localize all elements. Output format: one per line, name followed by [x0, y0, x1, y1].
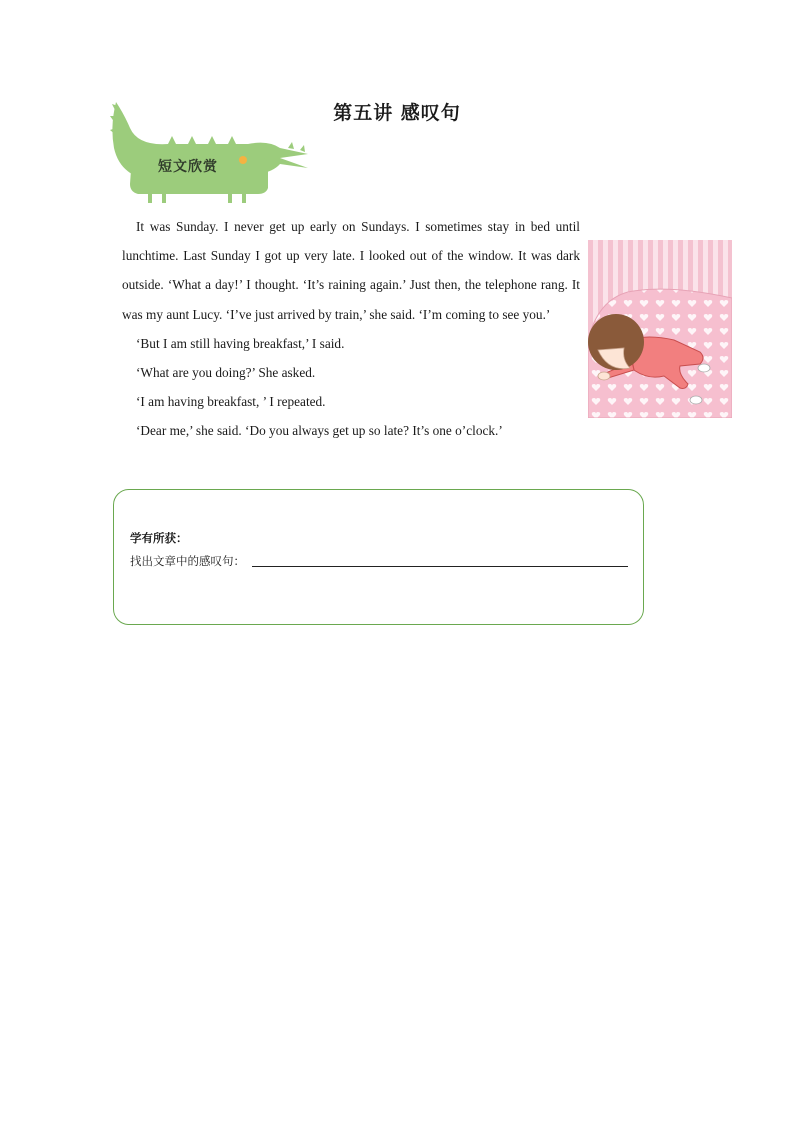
page-title: 第五讲 感叹句 — [333, 102, 461, 124]
sleeping-girl-illustration — [588, 240, 732, 418]
crocodile-badge-icon — [108, 96, 313, 206]
story-paragraph: ‘Dear me,’ she said. ‘Do you always get up so late? It’s one o’clock.’ — [136, 423, 503, 439]
section-badge-label: 短文欣赏 — [158, 159, 218, 175]
notes-prompt: 找出文章中的感叹句： — [130, 554, 245, 568]
story-text — [122, 212, 580, 446]
answer-blank-line[interactable] — [252, 566, 628, 567]
story-paragraph: ‘What are you doing?’ She asked. — [136, 365, 316, 381]
story-paragraph: It was Sunday. I never get up early on Sundays. I sometimes stay in bed until lunchtime. Last Sunday I got up very late. I looked out of the window. It was dark outside. ‘What a day!’ I thought. ‘It’s raining again.’ Just then, the telephone rang. It was my aunt Lucy. ‘I’ve just arrived by train,’ she said. ‘I’m coming to see you.’ — [122, 219, 580, 322]
story-paragraph: ‘I am having breakfast, ’ I repeated. — [136, 394, 326, 410]
story-paragraph: ‘But I am still having breakfast,’ I said. — [136, 335, 345, 351]
notes-heading: 学有所获： — [130, 531, 188, 545]
